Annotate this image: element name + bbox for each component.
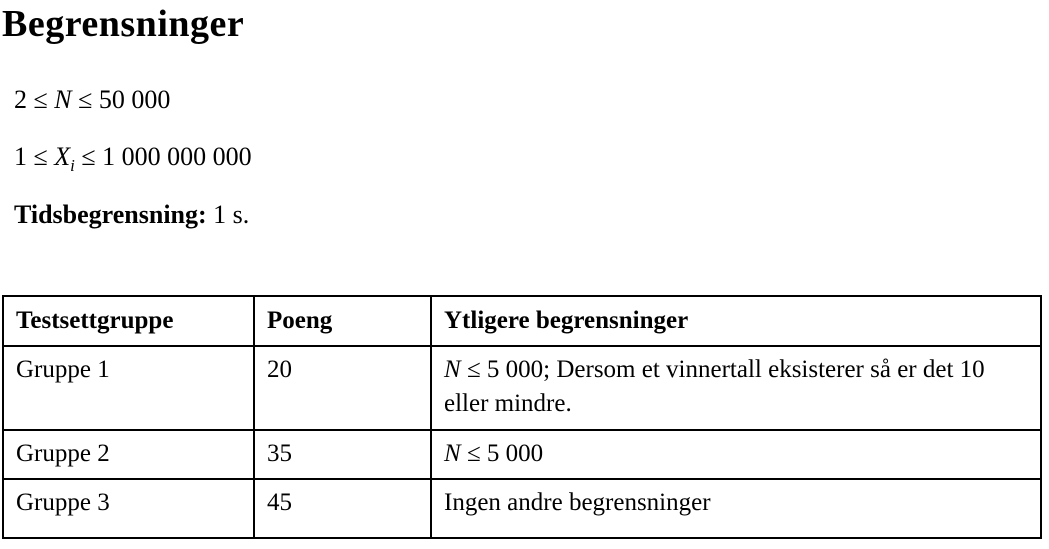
constraints-table xyxy=(2,295,1042,539)
cell-constraint xyxy=(431,346,1041,430)
constraint-n-post: ≤ 50 000 xyxy=(71,85,171,114)
cell-constraint xyxy=(431,430,1041,479)
page-title: Begrensninger xyxy=(2,3,245,45)
table-row-gruppe-2 xyxy=(3,430,1041,479)
table-header-row xyxy=(3,296,1041,346)
var-x: X xyxy=(54,142,71,171)
cell-group-name: Gruppe 3 xyxy=(3,479,254,538)
constraint-n-range xyxy=(14,85,170,115)
cell-points: 20 xyxy=(254,346,431,430)
var-n: N xyxy=(444,440,461,467)
header-ytligere-begrensninger: Ytligere begrensninger xyxy=(431,296,1041,346)
constraint-text: Ingen andre begrensninger xyxy=(444,489,711,516)
header-testsettgruppe: Testsettgruppe xyxy=(3,296,254,346)
constraint-text: ≤ 5 000; Dersom et vinnertall eksisterer så er det 10 eller mindre. xyxy=(444,356,985,417)
constraint-text: ≤ 5 000 xyxy=(460,440,544,467)
table-row-gruppe-1 xyxy=(3,346,1041,430)
time-limit-label: Tidsbegrensning: xyxy=(14,200,207,229)
table-row-gruppe-3 xyxy=(3,479,1041,538)
cell-constraint xyxy=(431,479,1041,538)
var-x-subscript: i xyxy=(70,156,75,176)
constraint-x-range xyxy=(14,142,252,176)
var-n: N xyxy=(54,85,72,114)
cell-points: 35 xyxy=(254,430,431,479)
cell-points: 45 xyxy=(254,479,431,538)
constraint-n-pre: 2 ≤ xyxy=(14,85,55,114)
var-n: N xyxy=(444,356,461,383)
header-poeng: Poeng xyxy=(254,296,431,346)
cell-group-name: Gruppe 2 xyxy=(3,430,254,479)
time-limit xyxy=(14,200,249,230)
constraint-x-post: ≤ 1 000 000 000 xyxy=(74,142,252,171)
constraint-x-pre: 1 ≤ xyxy=(14,142,55,171)
cell-group-name: Gruppe 1 xyxy=(3,346,254,430)
time-limit-value: 1 s. xyxy=(213,200,250,229)
